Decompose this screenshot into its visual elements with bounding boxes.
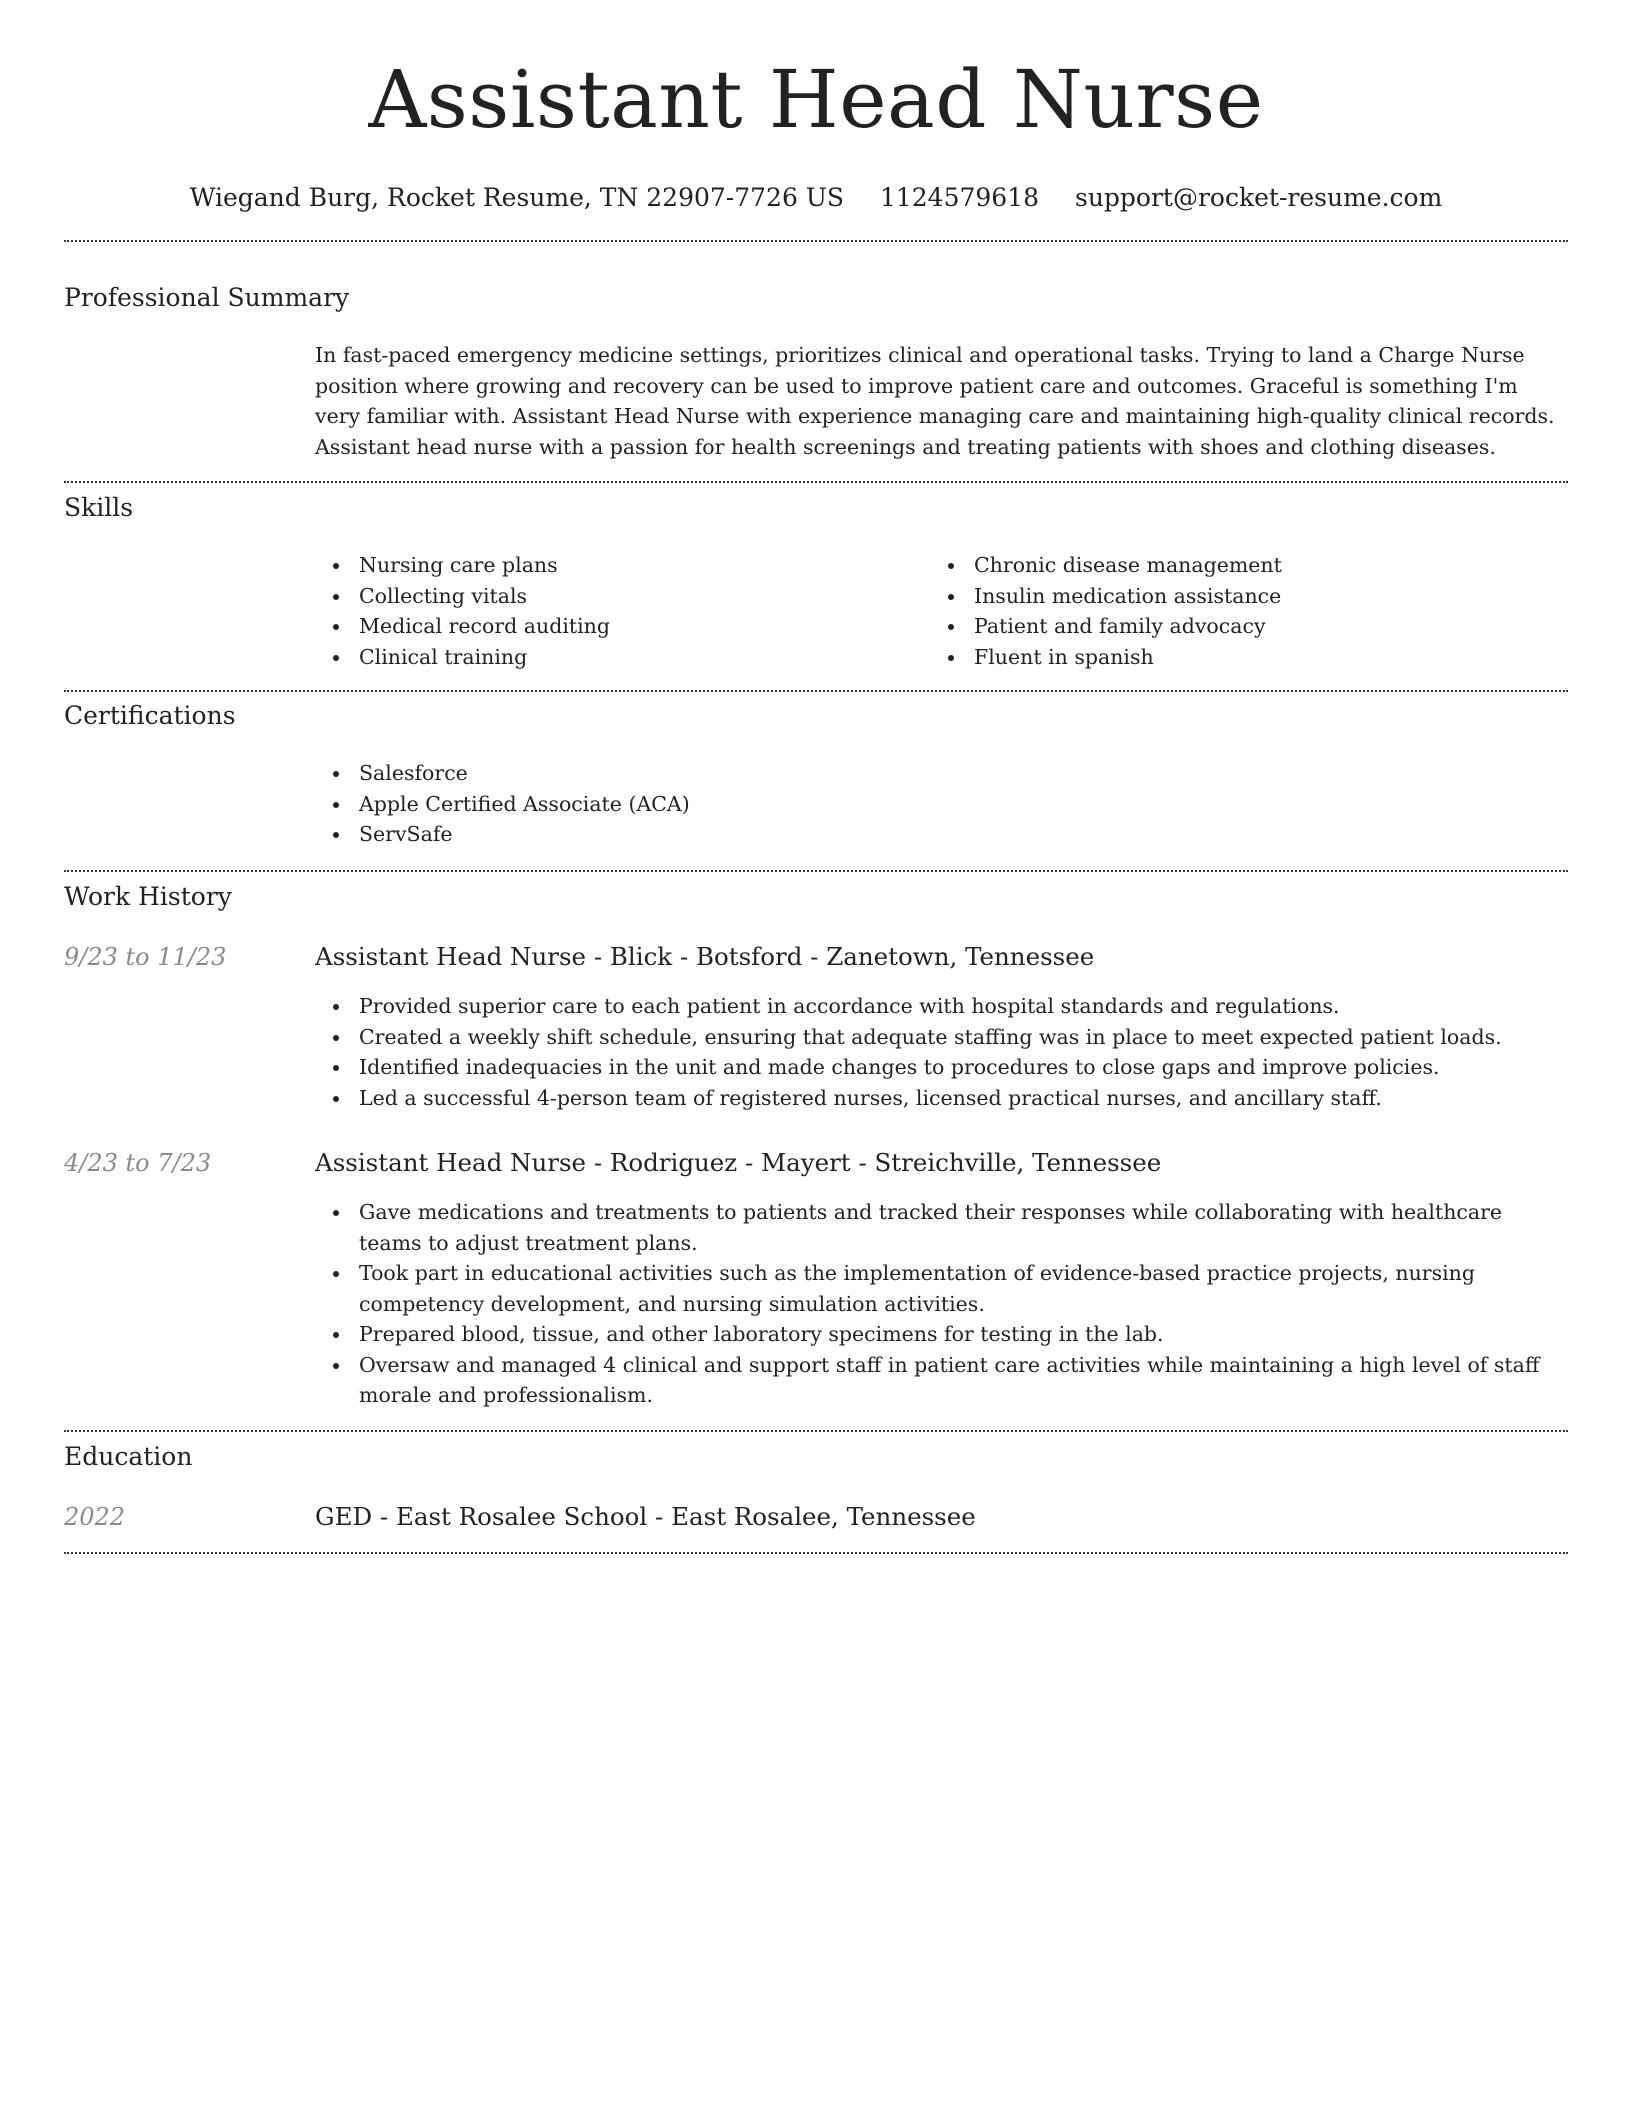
candidate-name: Assistant Head Nurse xyxy=(368,53,1264,146)
list-item: Collecting vitals xyxy=(315,581,930,612)
list-item: Patient and family advocacy xyxy=(930,611,1545,642)
list-item: Chronic disease management xyxy=(930,550,1545,581)
resume-page xyxy=(64,0,1568,1531)
divider-education xyxy=(64,1552,1568,1554)
contact-email: support@rocket-resume.com xyxy=(1074,183,1443,212)
contact-line xyxy=(64,180,1568,216)
work-title: Work History xyxy=(64,882,232,911)
summary-text: In fast-paced emergency medicine settings, prioritizes clinical and operational tasks. Trying to land a Charge Nurse position where growing and recovery can be used to improve patient care and outcomes. Graceful is something I'm very familiar with. Assistant Head Nurse with experience managing care and maintaining high-quality clinical records. Assistant head nurse with a passion for health screenings and treating patients with shoes and clothing diseases. xyxy=(315,343,1555,459)
contact-phone: 1124579618 xyxy=(879,183,1040,212)
skills-list-left xyxy=(315,550,930,672)
education-entry xyxy=(64,1499,1568,1535)
list-item: ServSafe xyxy=(315,819,1568,850)
skills-grid xyxy=(315,550,1568,672)
job-entry xyxy=(64,939,1568,975)
list-item: Nursing care plans xyxy=(315,550,930,581)
education-title-line: GED - East Rosalee School - East Rosalee, Tennessee xyxy=(315,1502,976,1531)
list-item: Fluent in spanish xyxy=(930,642,1545,673)
list-item: Salesforce xyxy=(315,758,1568,789)
list-item: Gave medications and treatments to patients and tracked their responses while collaborating with healthcare teams to adjust treatment plans. xyxy=(315,1197,1568,1258)
education-date: 2022 xyxy=(64,1503,126,1531)
divider-certifications xyxy=(64,870,1568,872)
divider-header xyxy=(64,240,1568,242)
skills-section xyxy=(64,493,1568,522)
job-title: Assistant Head Nurse - Blick - Botsford - Zanetown, Tennessee xyxy=(315,942,1095,971)
skills-title: Skills xyxy=(64,493,134,522)
certifications-list xyxy=(315,758,1568,850)
skills-column-left xyxy=(315,550,930,672)
certifications-title: Certifications xyxy=(64,701,236,730)
job-bullets xyxy=(315,991,1568,1113)
job-bullets xyxy=(315,1197,1568,1411)
skills-column-right xyxy=(930,550,1545,672)
job-entry xyxy=(64,1145,1568,1181)
list-item: Clinical training xyxy=(315,642,930,673)
job-date: 4/23 to 7/23 xyxy=(64,1149,212,1177)
list-item: Insulin medication assistance xyxy=(930,581,1545,612)
list-item: Took part in educational activities such as the implementation of evidence-based practice projects, nursing competency development, and nursing simulation activities. xyxy=(315,1258,1568,1319)
work-section xyxy=(64,882,1568,911)
list-item: Identified inadequacies in the unit and made changes to procedures to close gaps and improve policies. xyxy=(315,1052,1568,1083)
divider-skills xyxy=(64,690,1568,692)
list-item: Provided superior care to each patient in accordance with hospital standards and regulations. xyxy=(315,991,1568,1022)
divider-work xyxy=(64,1430,1568,1432)
list-item: Led a successful 4-person team of registered nurses, licensed practical nurses, and ancillary staff. xyxy=(315,1083,1568,1114)
skills-list-right xyxy=(930,550,1545,672)
job-date: 9/23 to 11/23 xyxy=(64,943,227,971)
job-title: Assistant Head Nurse - Rodriguez - Mayert - Streichville, Tennessee xyxy=(315,1148,1162,1177)
list-item: Medical record auditing xyxy=(315,611,930,642)
divider-summary xyxy=(64,481,1568,483)
list-item: Created a weekly shift schedule, ensuring that adequate staffing was in place to meet expected patient loads. xyxy=(315,1022,1568,1053)
certifications-section xyxy=(64,701,1568,730)
list-item: Apple Certified Associate (ACA) xyxy=(315,789,1568,820)
contact-address: Wiegand Burg, Rocket Resume, TN 22907-7726 US xyxy=(189,183,845,212)
summary-title: Professional Summary xyxy=(64,283,350,312)
education-section xyxy=(64,1442,1568,1471)
list-item: Oversaw and managed 4 clinical and support staff in patient care activities while maintaining a high level of staff morale and professionalism. xyxy=(315,1350,1568,1411)
summary-section xyxy=(64,283,1568,312)
list-item: Prepared blood, tissue, and other laboratory specimens for testing in the lab. xyxy=(315,1319,1568,1350)
education-title: Education xyxy=(64,1442,193,1471)
